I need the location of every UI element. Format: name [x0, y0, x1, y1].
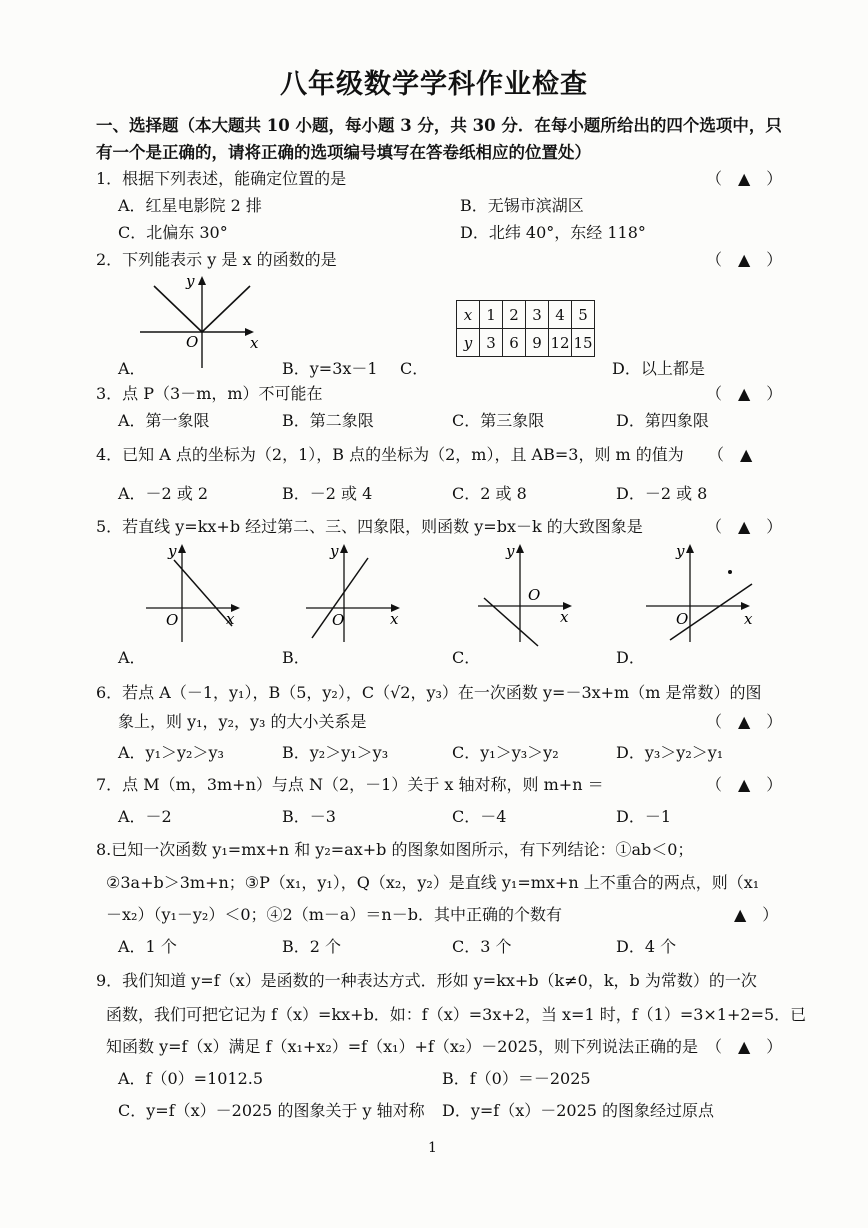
q5-graph-d-y-label: y [676, 542, 685, 560]
q8-option-d: D．4 个 [616, 937, 677, 956]
q2-graph-a-x-label: x [250, 334, 259, 352]
q3-answer-mark: （ ▲ ） [706, 384, 783, 403]
q9-option-d: D．y=f（x）－2025 的图象经过原点 [442, 1101, 715, 1120]
table-cell: x [457, 301, 480, 329]
q5-graph-a-origin-label: O [166, 611, 179, 629]
table-cell: 1 [480, 301, 503, 329]
q5-option-c: C． [452, 648, 481, 667]
section-heading-line2: 有一个是正确的，请将正确的选项编号填写在答卷纸相应的位置处） [96, 143, 591, 162]
q6-option-b: B．y₂＞y₁＞y₃ [282, 743, 389, 762]
q8-answer-mark: ▲ ） [734, 905, 779, 924]
q6-line1: 6．若点 A（－1，y₁），B（5，y₂），C（√2，y₃）在一次函数 y=－3x+m（m 是常数）的图 [96, 683, 762, 702]
table-cell: y [457, 329, 480, 357]
table-cell: 2 [503, 301, 526, 329]
q5-graph-b-origin-label: O [332, 611, 345, 629]
q2-option-b: B．y=3x－1 [282, 359, 378, 378]
q6-option-c: C．y₁＞y₃＞y₂ [452, 743, 559, 762]
q1-option-b: B．无锡市滨湖区 [460, 196, 584, 215]
q8-option-c: C．3 个 [452, 937, 512, 956]
q9-line3: 知函数 y=f（x）满足 f（x₁+x₂）=f（x₁）+f（x₂）－2025，则下列说法正确的是 [106, 1037, 699, 1056]
q9-option-a: A．f（0）=1012.5 [118, 1069, 264, 1088]
q8-option-b: B．2 个 [282, 937, 342, 956]
q5-graph-c [472, 538, 582, 648]
q5-graph-a [140, 538, 250, 648]
table-cell: 4 [549, 301, 572, 329]
q4-option-b: B．－2 或 4 [282, 484, 373, 503]
q6-option-a: A．y₁＞y₂＞y₃ [118, 743, 224, 762]
q8-option-a: A．1 个 [118, 937, 177, 956]
q9-line1: 9．我们知道 y=f（x）是函数的一种表达方式．形如 y=kx+b（k≠0，k，b 为常数）的一次 [96, 971, 757, 990]
q5-graph-c-origin-label: O [528, 586, 541, 604]
q4-stem: 4．已知 A 点的坐标为（2，1），B 点的坐标为（2，m），且 AB=3，则 m 的值为 [96, 445, 684, 464]
table-cell: 12 [549, 329, 572, 357]
q7-answer-mark: （ ▲ ） [706, 775, 783, 794]
q2-answer-mark: （ ▲ ） [706, 250, 783, 269]
q6-line2: 象上，则 y₁，y₂，y₃ 的大小关系是 [118, 712, 367, 731]
q9-line2: 函数，我们可把它记为 f（x）=kx+b．如：f（x）=3x+2，当 x=1 时，f（1）=3×1+2=5．已 [106, 1005, 807, 1024]
table-cell: 5 [572, 301, 595, 329]
q1-option-d: D．北纬 40°，东经 118° [460, 223, 646, 242]
q2-option-a: A． [118, 359, 146, 378]
q8-line2: ②3a+b＞3m+n；③P（x₁，y₁），Q（x₂，y₂）是直线 y₁=mx+n 上不重合的两点，则（x₁ [106, 873, 760, 892]
q2-xy-table [456, 300, 595, 357]
q5-graph-b-y-label: y [330, 542, 339, 560]
q9-option-b: B．f（0）＝－2025 [442, 1069, 591, 1088]
q7-option-d: D．－1 [616, 807, 672, 826]
q8-line3: －x₂）（y₁－y₂）＜0；④2（m－a）＝n－b．其中正确的个数有 [106, 905, 562, 924]
q2-graph-a-y-label: y [186, 272, 195, 290]
q2-graph-a-origin-label: O [186, 333, 199, 351]
q4-option-a: A．－2 或 2 [118, 484, 209, 503]
q5-graph-a-y-label: y [168, 542, 177, 560]
q9-answer-mark: （ ▲ ） [706, 1037, 783, 1056]
q2-table-row-y [457, 329, 595, 357]
q1-answer-mark: （ ▲ ） [706, 169, 783, 188]
q3-option-a: A．第一象限 [118, 411, 210, 430]
page-number: 1 [428, 1140, 437, 1156]
q5-answer-mark: （ ▲ ） [706, 517, 783, 536]
table-cell: 6 [503, 329, 526, 357]
q5-graph-c-y-label: y [506, 542, 515, 560]
q4-option-d: D．－2 或 8 [616, 484, 708, 503]
q9-option-c: C．y=f（x）－2025 的图象关于 y 轴对称 [118, 1101, 425, 1120]
q5-graph-b [300, 538, 410, 648]
q3-option-d: D．第四象限 [616, 411, 709, 430]
table-cell: 9 [526, 329, 549, 357]
q3-option-b: B．第二象限 [282, 411, 374, 430]
q7-option-b: B．－3 [282, 807, 336, 826]
q5-stem: 5．若直线 y=kx+b 经过第二、三、四象限，则函数 y=bx－k 的大致图象是 [96, 517, 643, 536]
q4-option-c: C．2 或 8 [452, 484, 527, 503]
q1-stem: 1．根据下列表述，能确定位置的是 [96, 169, 347, 188]
q5-graph-b-x-label: x [390, 610, 399, 628]
q5-graph-c-x-label: x [560, 608, 569, 626]
q1-option-c: C．北偏东 30° [118, 223, 228, 242]
q3-option-c: C．第三象限 [452, 411, 545, 430]
q7-stem: 7．点 M（m，3m+n）与点 N（2，－1）关于 x 轴对称，则 m+n ＝ [96, 775, 604, 794]
q5-graph-d-x-label: x [744, 610, 753, 628]
q2-table-row-x [457, 301, 595, 329]
q2-option-c: C． [400, 359, 429, 378]
table-cell: 3 [526, 301, 549, 329]
q5-option-d: D． [616, 648, 645, 667]
q2-graph-a [130, 272, 270, 372]
section-heading-line1: 一、选择题（本大题共 10 小题，每小题 3 分，共 30 分．在每小题所给出的四个选项中，只 [96, 116, 782, 135]
q4-answer-mark: （ ▲ [708, 445, 753, 464]
page-title: 八年级数学学科作业检查 [280, 69, 588, 100]
q6-option-d: D．y₃＞y₂＞y₁ [616, 743, 724, 762]
q7-option-a: A．－2 [118, 807, 172, 826]
q5-graph-d-origin-label: O [676, 610, 689, 628]
q2-option-d: D．以上都是 [612, 359, 705, 378]
q5-graph-a-x-label: x [226, 610, 235, 628]
q7-option-c: C．－4 [452, 807, 507, 826]
q5-graph-d [640, 538, 766, 648]
q1-option-a: A．红星电影院 2 排 [118, 196, 262, 215]
q5-option-a: A． [118, 648, 146, 667]
q6-answer-mark: （ ▲ ） [706, 712, 783, 731]
q8-line1: 8.已知一次函数 y₁=mx+n 和 y₂=ax+b 的图象如图所示，有下列结论：①ab＜0； [96, 840, 694, 859]
q5-option-b: B． [282, 648, 310, 667]
table-cell: 3 [480, 329, 503, 357]
table-cell: 15 [572, 329, 595, 357]
q2-stem: 2．下列能表示 y 是 x 的函数的是 [96, 250, 337, 269]
q3-stem: 3．点 P（3－m，m）不可能在 [96, 384, 323, 403]
